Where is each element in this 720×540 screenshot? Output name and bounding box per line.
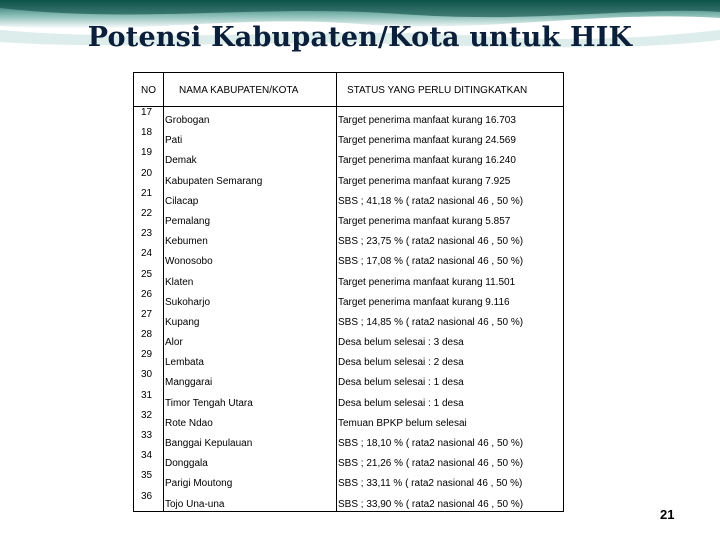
column-divider-no: [163, 72, 164, 512]
table-border-left: [133, 72, 134, 512]
table-row: [133, 146, 564, 166]
table-body: [133, 106, 564, 510]
row-name: Manggarai: [165, 377, 213, 389]
row-status: SBS ; 14,85 % ( rata2 nasional 46 , 50 %): [338, 316, 524, 328]
row-number: 34: [141, 450, 153, 462]
row-number: 35: [141, 470, 153, 482]
table-row: [133, 409, 564, 429]
row-number: 30: [141, 369, 153, 381]
row-status: SBS ; 17,08 % ( rata2 nasional 46 , 50 %): [338, 256, 524, 268]
table-row: [133, 207, 564, 227]
row-number: 20: [141, 167, 153, 179]
row-name: Pemalang: [165, 215, 211, 227]
table-row: [133, 328, 564, 348]
row-name: Alor: [165, 337, 183, 349]
header-name: NAMA KABUPATEN/KOTA: [179, 85, 299, 96]
row-status: SBS ; 33,90 % ( rata2 nasional 46 , 50 %): [338, 498, 524, 510]
row-name: Banggai Kepulauan: [165, 438, 253, 449]
row-number: 17: [141, 107, 153, 118]
table-row: [133, 389, 564, 409]
row-status: SBS ; 21,26 % ( rata2 nasional 46 , 50 %): [338, 458, 524, 470]
row-name: Timor Tengah Utara: [165, 397, 253, 409]
row-name: Parigi Moutong: [165, 478, 233, 490]
row-number: 25: [141, 268, 153, 280]
row-status: Desa belum selesai : 2 desa: [338, 357, 464, 369]
row-name: Rote Ndao: [165, 417, 213, 429]
row-name: Kebumen: [165, 236, 208, 248]
row-name: Pati: [165, 135, 183, 147]
row-name: Wonosobo: [165, 256, 213, 268]
row-name: Donggala: [165, 458, 208, 470]
row-number: 33: [141, 430, 153, 441]
row-name: Kabupaten Semarang: [165, 175, 263, 187]
page-number: 21: [660, 507, 675, 522]
row-name: Lembata: [165, 357, 204, 369]
row-number: 28: [141, 329, 153, 341]
table-row: [133, 429, 564, 449]
row-number: 23: [141, 228, 153, 240]
table-row: [133, 469, 564, 489]
column-divider-name: [336, 72, 337, 512]
row-number: 29: [141, 349, 153, 361]
table-border-top: [133, 72, 564, 73]
table-border-bottom: [133, 511, 564, 512]
row-number: 22: [141, 207, 153, 219]
row-status: SBS ; 23,75 % ( rata2 nasional 46 , 50 %): [338, 236, 524, 248]
table-row: [133, 187, 564, 207]
table-row: [133, 308, 564, 328]
table-border-right: [563, 72, 564, 512]
row-name: Klaten: [165, 276, 194, 288]
row-number: 24: [141, 248, 153, 260]
table-row: [133, 227, 564, 247]
row-status: Target penerima manfaat kurang 5.857: [338, 215, 511, 227]
table-row: [133, 288, 564, 308]
table-row: [133, 167, 564, 187]
table-row: [133, 106, 564, 126]
row-status: Target penerima manfaat kurang 11.501: [338, 276, 516, 288]
table-row: [133, 348, 564, 368]
header-status: STATUS YANG PERLU DITINGKATKAN: [347, 85, 528, 96]
row-status: SBS ; 18,10 % ( rata2 nasional 46 , 50 %): [338, 438, 524, 449]
row-number: 32: [141, 409, 153, 421]
table-row: [133, 268, 564, 288]
row-status: Target penerima manfaat kurang 24.569: [338, 135, 516, 147]
row-status: Target penerima manfaat kurang 16.240: [338, 155, 516, 167]
table-row: [133, 368, 564, 388]
row-status: SBS ; 41,18 % ( rata2 nasional 46 , 50 %): [338, 195, 524, 207]
row-status: Target penerima manfaat kurang 7.925: [338, 175, 511, 187]
row-name: Demak: [165, 155, 197, 167]
row-number: 26: [141, 288, 153, 300]
row-status: Desa belum selesai : 1 desa: [338, 377, 464, 389]
row-name: Kupang: [165, 316, 200, 328]
row-name: Cilacap: [165, 195, 199, 207]
row-name: Sukoharjo: [165, 296, 211, 308]
page-title: Potensi Kabupaten/Kota untuk HIK: [87, 22, 633, 53]
row-status: Temuan BPKP belum selesai: [338, 417, 467, 429]
row-name: Grobogan: [165, 115, 210, 126]
row-number: 31: [141, 389, 153, 401]
row-name: Tojo Una-una: [165, 498, 225, 510]
row-status: Target penerima manfaat kurang 16.703: [338, 115, 516, 126]
table-header: [133, 72, 564, 108]
row-status: Desa belum selesai : 3 desa: [338, 337, 464, 349]
row-number: 18: [141, 127, 153, 139]
row-number: 27: [141, 308, 153, 320]
row-status: Desa belum selesai : 1 desa: [338, 397, 464, 409]
row-status: Target penerima manfaat kurang 9.116: [338, 296, 510, 308]
header-divider: [133, 106, 564, 107]
table-row: [133, 490, 564, 510]
row-number: 21: [141, 187, 153, 199]
header-no: NO: [141, 85, 156, 96]
hik-table: [133, 72, 564, 512]
table-row: [133, 247, 564, 267]
table-row: [133, 126, 564, 146]
row-number: 36: [141, 490, 153, 502]
table-row: [133, 449, 564, 469]
row-number: 19: [141, 147, 153, 159]
row-status: SBS ; 33,11 % ( rata2 nasional 46 , 50 %): [338, 478, 523, 490]
